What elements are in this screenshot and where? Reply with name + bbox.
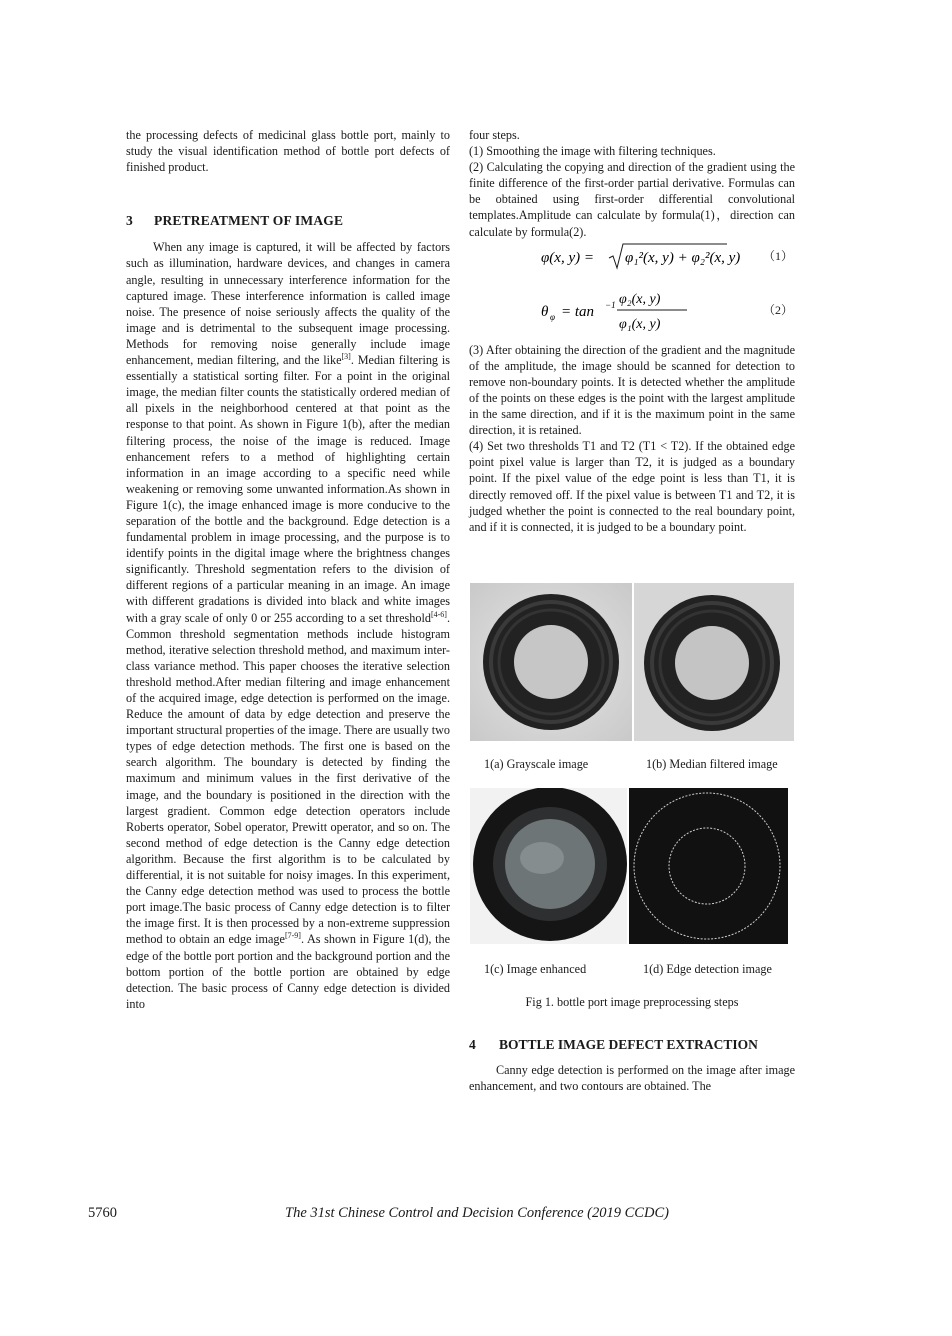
svg-text:θ: θ <box>541 303 549 320</box>
step-4: (4) Set two thresholds T1 and T2 (T1 < T2). If the obtained edge point pixel value is larger than T2, it is judged as a boundary point. If the pixel value of the edge point is less than T1, it is directly removed off. If the pixel value is between T1 and T2, it is judged whether the point is connected to the real boundary point, and if it is connected, it is judged to be a boundary point. <box>469 439 795 534</box>
citation-3: [3] <box>341 351 351 361</box>
bottle-port-median-graphic <box>634 583 794 741</box>
left-column <box>126 127 450 1012</box>
text-run: . Median filtering is essentially a statistical sorting filter. For a point in the original image, the median filter counts the statistically ordered median of all pixels in the neighborhood centered at that point as the response to that point. As shown in Figure 1(b), after the median filtering process, the noise of the image is reduced. Image enhancement refers to a method of highlighting certain information in an image according to a specific need while weakening or removing some unwanted information.As shown in Figure 1(c), the image enhanced image is more conducive to the separation of the bottle and the background. Edge detection is a fundamental problem in image processing, and the purpose is to identify points in the digital image where the brightness changes significantly. Threshold segmentation refers to the division of different regions of a particular meaning in an image. An image with different gradations is divided into black and white images with a gray scale of only 0 or 255 according to a set threshold <box>126 353 450 625</box>
equation-1-formula <box>539 240 839 276</box>
paragraph-four-steps: four steps. <box>469 128 520 142</box>
text-run: When any image is captured, it will be affected by factors such as illumination, hardware devices, and changes in camera angle, resulting in unnecessary interference information for the captured image. These interference information is called image noise. The presence of noise seriously affects the quality of the image and is detrimental to the subsequent image processing. Methods for removing noise generally include image enhancement, median filtering, and the like <box>126 240 450 368</box>
step-1: (1) Smoothing the image with filtering techniques. <box>469 144 716 159</box>
section-4-number: 4 <box>469 1037 476 1052</box>
svg-text:= tan: = tan <box>561 303 595 320</box>
figure-1b-median-filtered-image <box>634 583 794 741</box>
section-3-heading <box>126 213 450 229</box>
text-run: . Common threshold segmentation methods include histogram method, iterative selection threshold method, and maximum inter-class variance method. This paper chooses the iterative selection threshold method.After median filtering and image enhancement of the acquired image, edge detection is performed on the image. Reduce the amount of data by edge detection and preserve the important structural properties of the image. There are usually two types of edge detection methods. The first one is based on the search algorithm. The boundary is detected by finding the maximum and minimum values in the first derivative of the image, and the boundary is positioned in the direction with the largest gradient. Common edge detection operators include Roberts operator, Sobel operator, Prewitt operator, and so on. The second method of edge detection is the Canny edge detection algorithm. Because the first algorithm is to be calculated by differential, it is not suitable for noisy images. In this experiment, the Canny edge detection method was used to process the bottle port image.The basic process of Canny edge detection is to filter the image first. It is then processed by a non-extreme suppression method to obtain an edge image <box>126 610 450 947</box>
figure-1a-grayscale-image <box>470 583 632 741</box>
page-number: 5760 <box>88 1205 117 1221</box>
figure-1c-enhanced-image <box>470 788 627 944</box>
equation-1 <box>469 240 795 280</box>
step-2: (2) Calculating the copying and direction of the gradient using the finite difference of the first-order partial derivative. Formulas can be obtained using first-order differential convolutional templates.Amplitude can calculate by formula(1)，direction can calculate by formula(2). <box>469 160 795 239</box>
caption-1d: 1(d) Edge detection image <box>643 962 772 976</box>
section-4-paragraph: Canny edge detection is performed on the image after image enhancement, and two contours are obtained. The <box>469 1063 795 1094</box>
figure-1d-edge-detection-image <box>629 788 788 944</box>
bottle-port-enhanced-graphic <box>470 788 627 944</box>
equation-2-formula <box>539 286 739 336</box>
paragraph-pretreatment <box>126 239 450 1012</box>
citation-7-9: [7-9] <box>284 931 301 941</box>
caption-1c: 1(c) Image enhanced <box>484 962 587 976</box>
svg-text:φ₁(x, y): φ₁(x, y) <box>619 316 661 332</box>
svg-text:−1: −1 <box>605 299 616 310</box>
edge-detection-graphic <box>629 788 788 944</box>
citation-4-6: [4-6] <box>430 609 447 619</box>
section-4-heading <box>469 1037 795 1053</box>
svg-text:φ(x, y) =: φ(x, y) = <box>541 249 594 266</box>
equation-1-number: （1） <box>762 248 793 263</box>
equation-2-number: （2） <box>762 302 793 317</box>
bottle-port-grayscale-graphic <box>470 583 632 741</box>
caption-1b: 1(b) Median filtered image <box>646 757 778 771</box>
svg-text:φ₂(x, y): φ₂(x, y) <box>619 291 661 307</box>
svg-text:φ₁²(x, y) + φ₂²(x, y): φ₁²(x, y) + φ₂²(x, y) <box>625 249 741 266</box>
equation-2 <box>469 286 795 342</box>
section-3-title: PRETREATMENT OF IMAGE <box>154 213 344 229</box>
step-3: (3) After obtaining the direction of the gradient and the magnitude of the amplitude, the image should be scanned for detection to remove non-boundary points. It is detected whether the amplitude of the points on these edges is the point with the largest amplitude in the same direction, and if it is the maximum point in the same direction, it is retained. <box>469 342 795 438</box>
svg-text:φ: φ <box>550 311 555 322</box>
section-3-number: 3 <box>126 213 133 229</box>
text-run: . As shown in Figure 1(d), the edge of the bottle port portion and the background portion and the bottom portion of the bottle portion are obtained by edge detection. The basic process of Canny edge detection is divided into <box>126 932 450 1011</box>
figure-1-caption: Fig 1. bottle port image preprocessing steps <box>525 995 739 1009</box>
paragraph-intro-tail: the processing defects of medicinal glass bottle port, mainly to study the visual identification method of bottle port defects of finished product. <box>126 128 450 175</box>
right-column <box>469 127 795 535</box>
conference-footer: The 31st Chinese Control and Decision Conference (2019 CCDC) <box>285 1205 669 1221</box>
section-4-title: BOTTLE IMAGE DEFECT EXTRACTION <box>499 1037 758 1052</box>
caption-1a: 1(a) Grayscale image <box>484 757 589 771</box>
